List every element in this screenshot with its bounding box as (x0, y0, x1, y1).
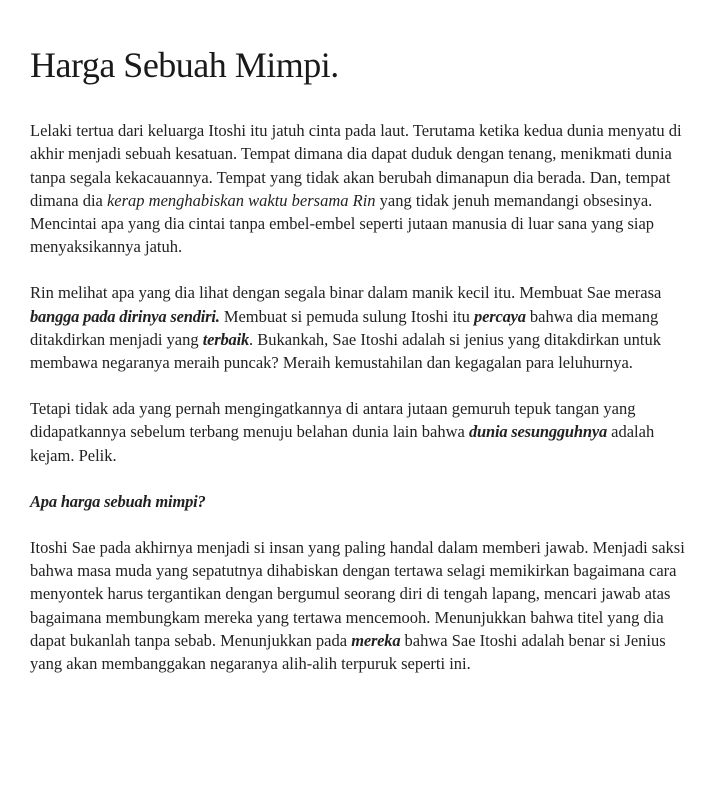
emphasis: dunia sesungguhnya (468, 422, 608, 442)
text-segment: adalah kejam. Pelik. (30, 422, 655, 465)
emphasis: Apa harga sebuah mimpi? (30, 491, 206, 511)
paragraph-4 (30, 490, 690, 513)
text-segment: Tetapi tidak ada yang pernah mengingatkannya di antara jutaan gemuruh tepuk tangan yang didapatkannya sebelum terbang menuju belahan dunia lain bahwa (30, 399, 636, 442)
paragraph-1 (30, 119, 690, 258)
text-segment: bahwa Sae Itoshi adalah benar si Jenius yang akan membanggakan negaranya alih-alih terpuruk seperti ini. (30, 630, 666, 674)
text-segment: . Bukankah, Sae Itoshi adalah si jenius yang ditakdirkan untuk membawa negaranya meraih puncak? Meraih kemustahilan dan kegagalan para leluhurnya. (30, 329, 661, 373)
emphasis: bangga pada dirinya sendiri. (30, 306, 220, 326)
paragraph-5 (30, 536, 690, 675)
text-segment: Lelaki tertua dari keluarga Itoshi itu jatuh cinta pada laut. Terutama ketika kedua dunia menyatu di akhir menjadi sebuah kesatuan. Tempat dimana dia dapat duduk dengan tenang, menikmati dunia tanpa segala kekacauannya. Tempat yang tidak akan berubah dimanapun dia berada. Dan, tempat dimana dia (30, 121, 682, 210)
text-segment: Itoshi Sae pada akhirnya menjadi si insan yang paling handal dalam memberi jawab. Menjadi saksi bahwa masa muda yang sepatutnya dihabiskan dengan tertawa selagi memikirkan bagaimana cara menyontek harus tergantikan dengan bergumul seorang diri di tengah lapang, mencari jawab atas bagaimana membungkam mereka yang tertawa mencemooh. Menunjukkan bahwa titel yang dia dapat bukanlah tanpa sebab. Menunjukkan pada (30, 538, 685, 650)
emphasis: mereka (351, 630, 401, 650)
article-title: Harga Sebuah Mimpi. (30, 45, 339, 85)
emphasis: kerap menghabiskan waktu bersama Rin (106, 190, 376, 210)
text-segment: Rin melihat apa yang dia lihat dengan segala binar dalam manik kecil itu. Membuat Sae merasa (30, 283, 662, 303)
text-segment: bahwa dia memang ditakdirkan menjadi yang (30, 306, 659, 349)
text-segment: yang tidak jenuh memandangi obsesinya. Mencintai apa yang dia cintai tanpa embel-embel seperti jutaan manusia di luar sana yang siap menyaksikannya jatuh. (30, 190, 655, 257)
paragraph-2 (30, 281, 690, 374)
emphasis: percaya (474, 306, 526, 326)
paragraph-3 (30, 397, 690, 467)
text-segment: Membuat si pemuda sulung Itoshi itu (219, 306, 475, 326)
emphasis: terbaik (202, 329, 250, 349)
